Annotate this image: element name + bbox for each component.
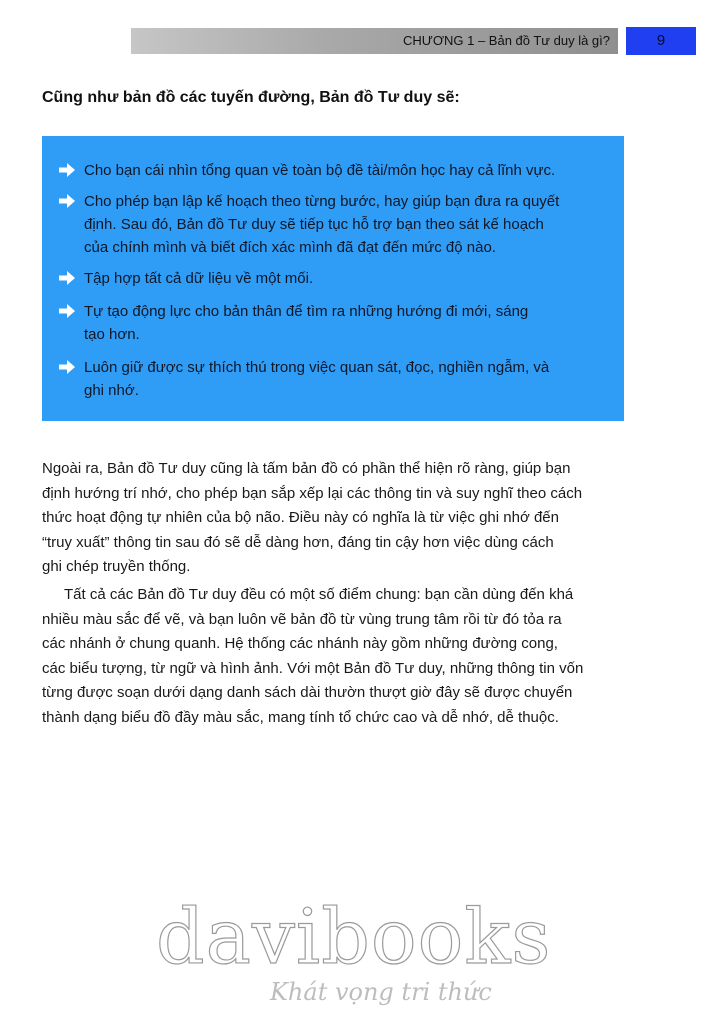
bullet-item xyxy=(42,356,606,402)
arrow-right-icon xyxy=(58,269,76,287)
paragraph-line: ghi chép truyền thống. xyxy=(42,558,191,575)
page-number: 9 xyxy=(656,32,666,49)
bullet-line: Cho bạn cái nhìn tổng quan về toàn bộ đề tài/môn học hay cả lĩnh vực. xyxy=(84,162,556,179)
paragraph-line: Tất cả các Bản đồ Tư duy đều có một số điểm chung: bạn cần dùng đến khá xyxy=(64,586,574,603)
paragraph-line: nhiều màu sắc để vẽ, và bạn luôn vẽ bản đồ từ vùng trung tâm rồi từ đó tỏa ra xyxy=(42,610,562,628)
bullet-line: Tự tạo động lực cho bản thân để tìm ra những hướng đi mới, sáng xyxy=(84,303,529,320)
bullet-line: Tập hợp tất cả dữ liệu về một mối. xyxy=(84,270,314,287)
intro-heading: Cũng như bản đồ các tuyến đường, Bản đồ Tư duy sẽ: xyxy=(42,89,460,106)
chapter-header-bar xyxy=(131,28,618,54)
arrow-right-icon xyxy=(58,358,76,376)
paragraph-line: “truy xuất” thông tin sau đó sẽ dễ dàng hơn, đáng tin cậy hơn việc dùng cách xyxy=(42,533,554,551)
chapter-title: CHƯƠNG 1 – Bản đồ Tư duy là gì? xyxy=(402,33,610,48)
watermark-tagline: Khát vọng tri thức xyxy=(270,978,492,1006)
bullet-callout-box xyxy=(42,136,624,421)
paragraph-line: định hướng trí nhớ, cho phép bạn sắp xếp lại các thông tin và suy nghĩ theo cách xyxy=(42,484,583,502)
body-paragraph xyxy=(42,457,626,580)
bullet-item xyxy=(42,300,606,346)
paragraph-line: từng được soạn dưới dạng danh sách dài thườn thượt giờ đây sẽ được chuyển xyxy=(42,684,573,701)
body-paragraph xyxy=(42,583,626,730)
paragraph-line: Ngoài ra, Bản đồ Tư duy cũng là tấm bản đồ có phần thể hiện rõ ràng, giúp bạn xyxy=(42,460,571,477)
bullet-item xyxy=(42,190,606,259)
arrow-right-icon xyxy=(58,192,76,210)
bullet-line: Cho phép bạn lập kế hoạch theo từng bước, hay giúp bạn đưa ra quyết xyxy=(84,193,560,210)
arrow-right-icon xyxy=(58,161,76,179)
bullet-item xyxy=(42,267,606,290)
paragraph-line: các biểu tượng, từ ngữ và hình ảnh. Với một Bản đồ Tư duy, những thông tin vốn xyxy=(42,659,584,677)
page-number-box xyxy=(626,27,696,55)
watermark-brand: davibooks xyxy=(156,892,552,981)
arrow-right-icon xyxy=(58,302,76,320)
paragraph-line: thức hoạt động tự nhiên của bộ não. Điều này có nghĩa là từ việc ghi nhớ đến xyxy=(42,509,559,526)
bullet-line: tạo hơn. xyxy=(84,326,140,343)
bullet-item xyxy=(42,159,606,182)
paragraph-line: thành dạng biểu đồ đầy màu sắc, mang tính tổ chức cao và dễ nhớ, dễ thuộc. xyxy=(42,708,559,726)
bullet-line: của chính mình và biết đích xác mình đã đạt đến mức độ nào. xyxy=(84,239,496,256)
paragraph-line: các nhánh ở chung quanh. Hệ thống các nhánh này gồm những đường cong, xyxy=(42,635,558,652)
bullet-line: định. Sau đó, Bản đồ Tư duy sẽ tiếp tục hỗ trợ bạn theo sát kế hoạch xyxy=(84,216,544,233)
bullet-line: Luôn giữ được sự thích thú trong việc quan sát, đọc, nghiền ngẫm, và xyxy=(84,359,550,376)
bullet-line: ghi nhớ. xyxy=(84,382,139,399)
